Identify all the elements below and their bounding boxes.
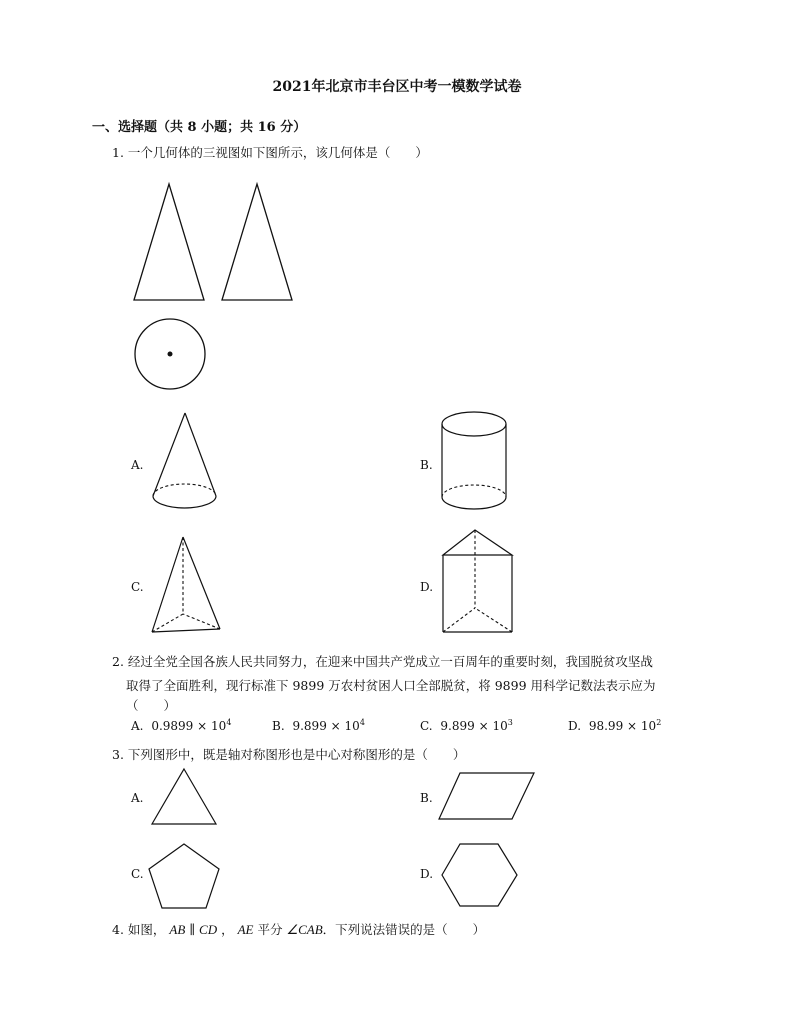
q3-option-d-label: D. xyxy=(420,867,434,881)
q3-option-c-pentagon[interactable] xyxy=(148,842,222,910)
q3-option-a-triangle[interactable] xyxy=(150,767,220,827)
top-view xyxy=(133,318,208,393)
q2-option-a-mantissa: 0.9899 xyxy=(151,719,194,733)
q2-option-d-letter: D. xyxy=(568,719,582,733)
q1-option-d-prism[interactable] xyxy=(440,528,516,638)
q2-option-b-letter: B. xyxy=(272,719,285,733)
q1-option-c-label: C. xyxy=(131,580,144,594)
q2-option-c-mantissa: 9.899 xyxy=(440,719,475,733)
q2-option-d-base: 10 xyxy=(640,719,657,733)
q2-option-a-exp: 4 xyxy=(226,718,232,727)
q2-option-b[interactable] xyxy=(272,718,365,733)
q2-option-b-times: × xyxy=(330,719,341,733)
question-2-line-2: 取得了全面胜利，现行标准下 9899 万农村贫困人口全部脱贫，将 9899 用科学记数法表示应为 xyxy=(126,678,656,693)
q3-option-c-label: C. xyxy=(131,867,144,881)
q2-option-d-exp: 2 xyxy=(656,718,662,727)
q1-option-b-cylinder[interactable] xyxy=(440,409,510,515)
side-view xyxy=(221,183,296,301)
q4-prefix: 4. 如图， xyxy=(112,922,166,937)
q2-option-b-mantissa: 9.899 xyxy=(292,719,327,733)
q2-option-a[interactable] xyxy=(131,718,231,733)
q4-suffix: ．下列说法错误的是（ ） xyxy=(322,922,486,937)
q1-option-d-label: D. xyxy=(420,580,434,594)
q1-option-b-label: B. xyxy=(420,458,433,472)
q2-option-c-letter: C. xyxy=(420,719,433,733)
q2-option-a-letter: A. xyxy=(131,719,144,733)
q4-comma: ， xyxy=(221,922,234,937)
q4-parallel-symbol: ∥ xyxy=(189,922,196,937)
q3-option-d-hexagon[interactable] xyxy=(441,842,519,908)
q4-segment-ab: AB xyxy=(169,922,186,937)
q2-option-d-times: × xyxy=(627,719,638,733)
q1-option-a-cone[interactable] xyxy=(150,412,220,514)
question-1-stem: 1. 一个几何体的三视图如下图所示，该几何体是（ ） xyxy=(112,145,428,160)
q3-option-b-parallelogram[interactable] xyxy=(437,771,537,823)
question-3-stem: 3. 下列图形中，既是轴对称图形也是中心对称图形的是（ ） xyxy=(112,747,466,762)
q4-mid: 平分 xyxy=(253,922,287,937)
q4-angle-cab: ∠CAB xyxy=(286,922,323,937)
q2-option-a-times: × xyxy=(197,719,208,733)
q2-option-d[interactable] xyxy=(568,718,661,733)
q1-option-a-label: A. xyxy=(131,458,144,472)
q2-option-c-base: 10 xyxy=(492,719,508,733)
q2-option-b-exp: 4 xyxy=(359,718,365,727)
q1-option-c-pyramid[interactable] xyxy=(150,536,222,636)
q3-option-b-label: B. xyxy=(420,791,433,805)
q2-option-c[interactable] xyxy=(420,718,513,733)
q2-option-c-times: × xyxy=(478,719,489,733)
q3-option-a-label: A. xyxy=(131,791,144,805)
section-heading: 一、选择题（共 8 小题；共 16 分） xyxy=(92,120,307,135)
question-2-line-3: （ ） xyxy=(126,698,177,713)
q4-segment-ae: AE xyxy=(237,922,254,937)
question-2-line-1: 2. 经过全党全国各族人民共同努力，在迎来中国共产党成立一百周年的重要时刻，我国脱贫攻坚战 xyxy=(112,654,653,669)
page-title: 2021年北京市丰台区中考一模数学试卷 xyxy=(272,79,522,95)
q2-option-a-base: 10 xyxy=(211,719,227,733)
q2-option-d-mantissa: 98.99 xyxy=(588,719,624,733)
q4-segment-cd: CD xyxy=(199,922,218,937)
front-view xyxy=(133,183,208,301)
q2-option-b-base: 10 xyxy=(344,719,360,733)
q2-option-c-exp: 3 xyxy=(507,718,513,727)
question-4-stem xyxy=(112,920,485,938)
